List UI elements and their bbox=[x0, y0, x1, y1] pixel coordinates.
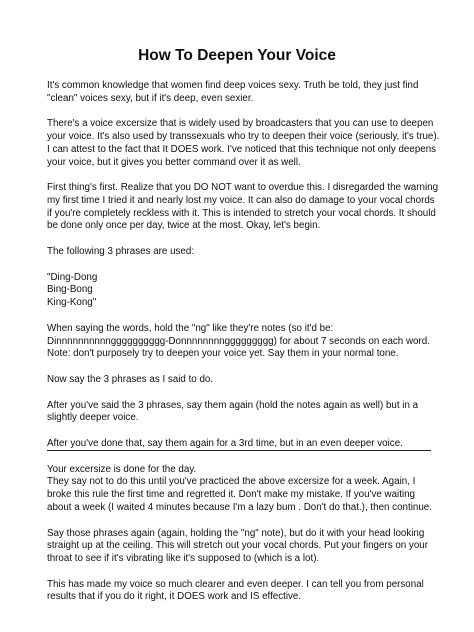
text-line: Note: don't purposely try to deepen your voice yet. Say them in your normal tone. bbox=[47, 348, 399, 360]
text-line: your voice. It's also used by transsexuals who try to deepen their voice (seriously, it's true). bbox=[47, 131, 440, 143]
text-line: about a week (I waited 4 minutes because I'm a lazy bum . Don't do that.), then continue. bbox=[47, 501, 432, 513]
paragraph-step-one bbox=[47, 374, 439, 387]
text-line: Bing-Bong bbox=[47, 284, 93, 296]
text-line: Your excersize is done for the day. bbox=[47, 463, 197, 475]
document-body bbox=[47, 80, 439, 617]
text-line: your voice, but it gives you better command over it as well. bbox=[47, 156, 301, 168]
section-divider bbox=[47, 450, 431, 451]
paragraph-step-two bbox=[47, 400, 439, 425]
paragraph-warning bbox=[47, 182, 439, 233]
text-line: They say not to do this until you've practiced the above excersize for a week. Again, I bbox=[47, 476, 416, 488]
text-line: Now say the 3 phrases as I said to do. bbox=[47, 373, 214, 385]
text-line: broke this rule the first time and regretted it. Don't make my mistake. If you've waiting bbox=[47, 489, 416, 501]
paragraph-done bbox=[47, 464, 439, 515]
paragraph-step-three bbox=[47, 438, 439, 451]
paragraph-ceiling bbox=[47, 528, 439, 566]
text-line: throat to see if it's vibrating like it's supposed to (which is a lot). bbox=[47, 552, 320, 564]
text-line: There's a voice excersize that is widely used by broadcasters that you can use to deepen bbox=[47, 118, 434, 130]
document-title: How To Deepen Your Voice bbox=[138, 47, 336, 64]
paragraph-phrases-intro bbox=[47, 246, 439, 259]
text-line: results that if you do it right, it DOES work and IS effective. bbox=[47, 591, 302, 603]
text-line: First thing's first. Realize that you DO NOT want to overdue this. I disregarded the warning bbox=[47, 182, 439, 194]
text-line: It's common knowledge that women find deep voices sexy. Truth be told, they just find bbox=[47, 80, 419, 91]
text-line: my first time I tried it and nearly lost my voice. It can also do damage to your vocal chords bbox=[47, 194, 435, 206]
paragraph-broadcasters bbox=[47, 118, 439, 169]
paragraph-results bbox=[47, 579, 439, 604]
text-line: I can attest to the fact that It DOES work. I've noticed that this technique not only deepens bbox=[47, 143, 437, 155]
text-line: slightly deeper voice. bbox=[47, 412, 139, 424]
text-line: "Ding-Dong bbox=[47, 271, 98, 283]
text-line: King-Kong" bbox=[47, 297, 97, 309]
text-line: straight up at the ceiling. This will stretch out your vocal chords. Put your fingers on your bbox=[47, 540, 428, 552]
paragraph-phrases-list bbox=[47, 272, 439, 310]
text-line: This has made my voice so much clearer and even deeper. I can tell you from personal bbox=[47, 578, 424, 590]
text-line: if you're completely reckless with it. This is intended to stretch your vocal chords. It should bbox=[47, 207, 436, 219]
text-line: "clean" voices sexy, but if it's deep, even sexier. bbox=[47, 92, 254, 104]
text-line: Dinnnnnnnnnngggggggggg-Donnnnnnnnggggggggg) for about 7 seconds on each word. bbox=[47, 335, 430, 347]
paragraph-how-to-say bbox=[47, 323, 439, 361]
text-line: be done only once per day, twice at the most. Okay, let's begin. bbox=[47, 220, 321, 232]
text-line: When saying the words, hold the "ng" like they're notes (so it'd be: bbox=[47, 322, 334, 334]
text-line: After you've done that, say them again for a 3rd time, but in an even deeper voice. bbox=[47, 438, 403, 450]
text-line: After you've said the 3 phrases, say them again (hold the notes again as well) but in a bbox=[47, 399, 419, 411]
text-line: Say those phrases again (again, holding the "ng" note), but do it with your head looking bbox=[47, 527, 425, 539]
text-line: The following 3 phrases are used: bbox=[47, 246, 195, 258]
paragraph-intro bbox=[47, 80, 439, 105]
